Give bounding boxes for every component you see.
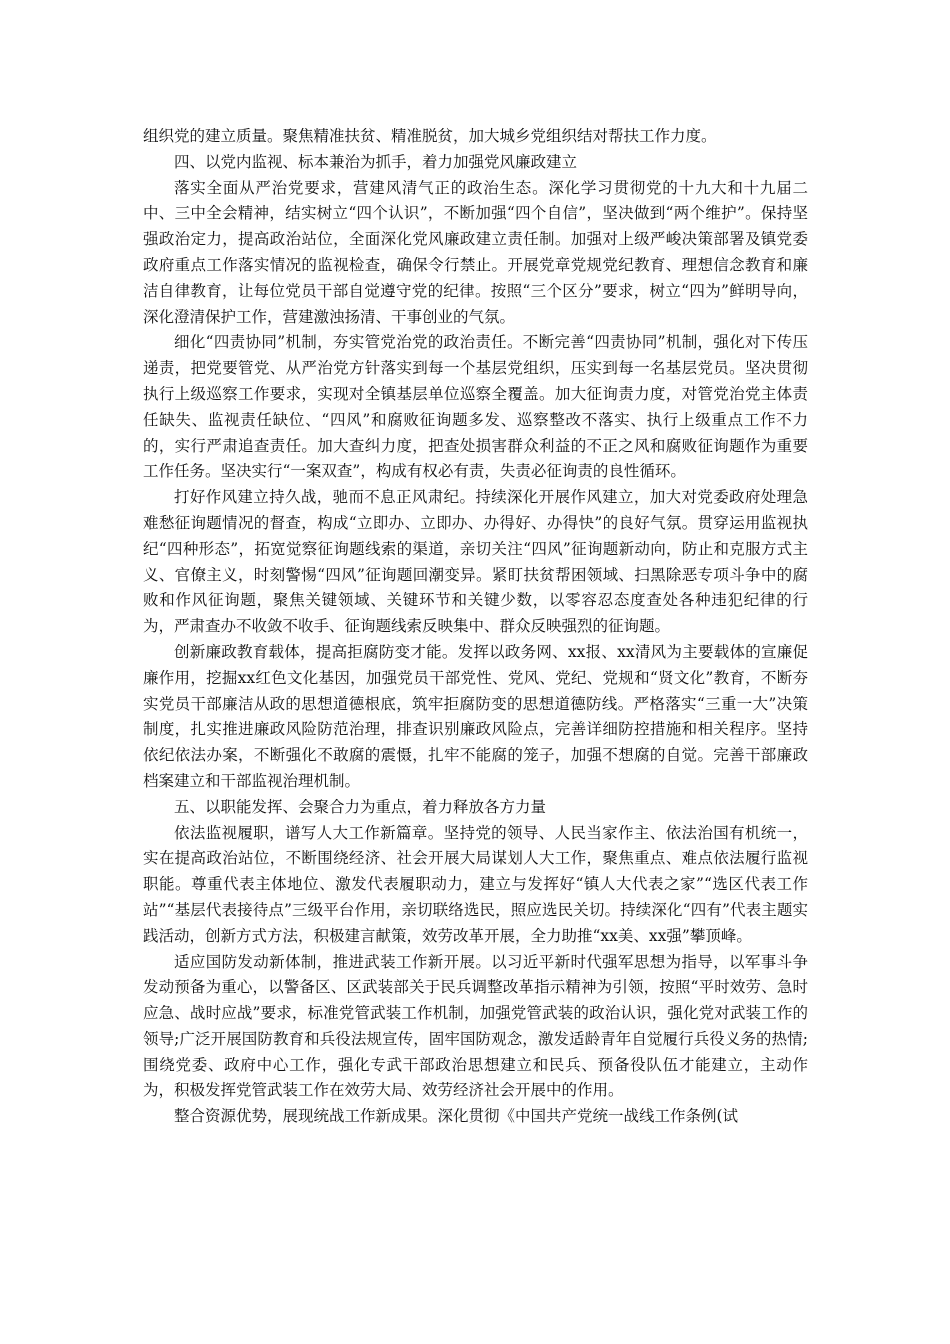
paragraph-armed-forces: 适应国防发动新体制，推进武装工作新开展。以习近平新时代强军思想为指导，以军事斗争发动预备为重心，以警备区、区武装部关于民兵调整改革指示精神为引领，按照“平时效劳、急时应急、战时应战”要求，标准党管武装工作机制，加强党管武装的政治认识，强化党对武装工作的领导;广泛开展国防教育和兵役法规宣传，固牢国防观念，激发适龄青年自觉履行兵役义务的热情;围绕党委、政府中心工作，强化专武干部政治思想建立和民兵、预备役队伍才能建立，主动作为，积极发挥党管武装工作在效劳大局、效劳经济社会开展中的作用。	[143, 952, 808, 1100]
paragraph-integrity-education: 创新廉政教育载体，提高拒腐防变才能。发挥以政务网、xx报、xx清风为主要载体的宣廉促廉作用，挖掘xx红色文化基因，加强党员干部党性、党风、党纪、党规和“贤文化”教育，不断夯实党员干部廉洁从政的思想道德根底，筑牢拒腐防变的思想道德防线。严格落实“三重一大”决策制度，扎实推进廉政风险防范治理，排查识别廉政风险点，完善详细防控措施和相关程序。坚持依纪依法办案，不断强化不敢腐的震慑，扎牢不能腐的笼子，加强不想腐的自觉。完善干部廉政档案建立和干部监视治理机制。	[143, 642, 808, 790]
paragraph-npc-supervision: 依法监视履职，谱写人大工作新篇章。坚持党的领导、人民当家作主、依法治国有机统一，实在提高政治站位，不断围绕经济、社会开展大局谋划人大工作，聚焦重点、难点依法履行监视职能。尊重代表主体地位、激发代表履职动力，建立与发挥好“镇人大代表之家”“选区代表工作站”“基层代表接待点”三级平台作用，亲切联络选民，照应选民关切。持续深化“四有”代表主题实践活动，创新方式方法，积极建言献策，效劳改革开展，全力助推“xx美、xx强”攀顶峰。	[143, 823, 808, 945]
section-heading-5: 五、以职能发挥、会聚合力为重点，着力释放各方力量	[174, 797, 547, 816]
paragraph-four-responsibilities: 细化“四责协同”机制，夯实管党治党的政治责任。不断完善“四责协同”机制，强化对下传压递责，把党要管党、从严治党方针落实到每一个基层党组织，压实到每一名基层党员。坚决贯彻执行上级巡察工作要求，实现对全镇基层单位巡察全覆盖。加大征询责力度，对管党治党主体责任缺失、监视责任缺位、“四风”和腐败征询题多发、巡察整改不落实、执行上级重点工作不力的，实行严肃追查责任。加大查纠力度，把查处损害群众利益的不正之风和腐败征询题作为重要工作任务。坚决实行“一案双查”，构成有权必有责，失责必征询责的良性循环。	[143, 333, 808, 481]
section-heading-4: 四、以党内监视、标本兼治为抓手，着力加强党风廉政建立	[174, 152, 578, 171]
document-body	[143, 124, 808, 1130]
paragraph-continuation: 组织党的建立质量。聚焦精准扶贫、精准脱贫，加大城乡党组织结对帮扶工作力度。	[143, 127, 717, 145]
paragraph-work-style: 打好作风建立持久战，驰而不息正风肃纪。持续深化开展作风建立，加大对党委政府处理急难愁征询题情况的督查，构成“立即办、立即办、办得好、办得快”的良好气氛。贯穿运用监视执纪“四种形态”，拓宽觉察征询题线索的渠道，亲切关注“四风”征询题新动向，防止和克服方式主义、官僚主义，时刻警惕“四风”征询题回潮变异。紧盯扶贫帮困领域、扫黑除恶专项斗争中的腐败和作风征询题，聚焦关键领域、关键环节和关键少数，以零容忍态度查处各种违犯纪律的行为，严肃查办不收敛不收手、征询题线索反映集中、群众反映强烈的征询题。	[143, 488, 808, 636]
paragraph-political-ecology: 落实全面从严治党要求，营建风清气正的政治生态。深化学习贯彻党的十九大和十九届二中、三中全会精神，结实树立“四个认识”，不断加强“四个自信”，坚决做到“两个维护”。保持坚强政治定力，提高政治站位，全面深化党风廉政建立责任制。加强对上级严峻决策部署及镇党委政府重点工作落实情况的监视检查，确保令行禁止。开展党章党规党纪教育、理想信念教育和廉洁自律教育，让每位党员干部自觉遵守党的纪律。按照“三个区分”要求，树立“四为”鲜明导向，深化澄清保护工作，营建激浊扬清、干事创业的气氛。	[143, 178, 808, 326]
paragraph-united-front: 整合资源优势，展现统战工作新成果。深化贯彻《中国共产党统一战线工作条例(试	[174, 1107, 739, 1126]
